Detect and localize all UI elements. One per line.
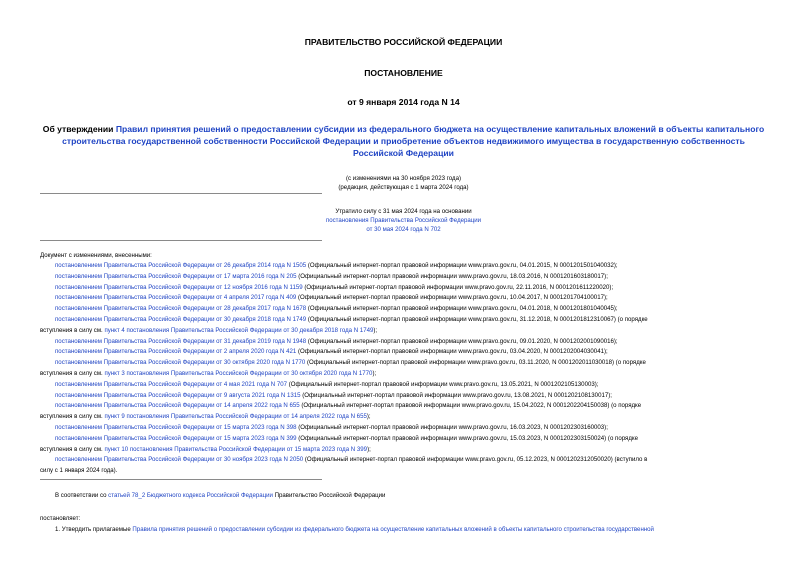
amendment-details: (Официальный интернет-портал правовой информации www.pravo.gov.ru, 04.01.2015, N 0001201501040032); (306, 262, 618, 269)
amendment-line (40, 434, 782, 444)
amendment-details: (Официальный интернет-портал правовой информации www.pravo.gov.ru, 03.04.2020, N 0001202004030041); (296, 348, 608, 356)
amendment-prefix: вступления в силу см. (40, 370, 105, 377)
amendment-line (40, 455, 782, 465)
doc-type-heading: ПОСТАНОВЛЕНИЕ (364, 68, 443, 78)
amendment-line (40, 380, 782, 390)
amendment-link[interactable]: постановлением Правительства Российской Федерации от 15 марта 2023 года N 398 (55, 424, 297, 431)
item-1-prefix: 1. Утвердить прилагаемые (55, 526, 133, 533)
amendment-link[interactable]: постановлением Правительства Российской Федерации от 15 марта 2023 года N 399 (55, 434, 297, 442)
amendment-link[interactable]: постановлением Правительства Российской Федерации от 14 апреля 2022 года N 655 (55, 402, 300, 410)
amendment-line (40, 412, 767, 422)
amendment-details: (Официальный интернет-портал правовой информации www.pravo.gov.ru, 15.03.2023, N 0001202303150024) (о порядке (296, 434, 639, 442)
decree-word: постановляет: (40, 515, 81, 522)
basis-prefix: В соответствии со (55, 492, 109, 499)
amendment-details: (Официальный интернет-портал правовой информации www.pravo.gov.ru, 10.04.2017, N 0001201704100017); (296, 294, 608, 302)
amendment-line (40, 466, 767, 476)
amendment-line (40, 347, 782, 357)
expired-link-2[interactable]: от 30 мая 2024 года N 702 (366, 226, 441, 233)
amendment-link[interactable]: постановлением Правительства Российской Федерации от 30 декабря 2018 года N 1749 (55, 316, 307, 323)
amendment-line (40, 445, 767, 455)
amendment-link[interactable]: постановлением Правительства Российской Федерации от 30 ноября 2023 года N 2050 (55, 456, 304, 464)
government-heading: ПРАВИТЕЛЬСТВО РОССИЙСКОЙ ФЕДЕРАЦИИ (304, 37, 503, 47)
amendment-link[interactable]: постановлением Правительства Российской Федерации от 31 декабря 2019 года N 1948 (55, 337, 307, 345)
amendment-details: ); (373, 326, 378, 334)
amendment-line (40, 293, 782, 303)
amendment-link[interactable]: пункт 10 постановления Правительства Российской Федерации от 15 марта 2023 года N 399 (104, 445, 368, 453)
amendment-link[interactable]: пункт 4 постановления Правительства Российской Федерации от 30 декабря 2018 года N 1749 (104, 326, 374, 334)
amendment-line (40, 326, 767, 336)
amendment-line (40, 315, 782, 325)
expired-notice: Утратило силу с 31 мая 2024 года на основании (335, 208, 472, 215)
amendment-details: (Официальный интернет-портал правовой информации www.pravo.gov.ru, 13.08.2021, N 0001202108130017); (300, 391, 612, 399)
amendment-link[interactable]: постановлением Правительства Российской Федерации от 12 ноября 2016 года N 1159 (55, 283, 303, 291)
amendment-details: (Официальный интернет-портал правовой информации www.pravo.gov.ru, 05.12.2023, N 0001202312050020) (вступило в (303, 456, 648, 464)
amendment-line (40, 304, 782, 314)
legal-basis (40, 491, 782, 501)
amendment-details: (Официальный интернет-портал правовой информации www.pravo.gov.ru, 03.11.2020, N 0001202011030018) (о порядке (305, 359, 646, 367)
amendment-details: ); (367, 445, 371, 453)
amendment-line (40, 337, 782, 347)
amendment-line (40, 261, 782, 271)
amendment-line (40, 423, 782, 433)
amendment-link[interactable]: постановлением Правительства Российской Федерации от 17 марта 2016 года N 205 (55, 272, 297, 280)
budget-code-link[interactable]: статьей 78_2 Бюджетного кодекса Российской Федерации (108, 492, 273, 499)
divider-line (40, 479, 322, 480)
amendment-line (40, 401, 782, 411)
amendment-details: (Официальный интернет-портал правовой информации www.pravo.gov.ru, 16.03.2023, N 0001202303160003); (296, 424, 608, 431)
item-1 (40, 525, 782, 535)
expired-link-1[interactable]: постановления Правительства Российской Федерации (325, 217, 482, 224)
edition-current: (редакция, действующая с 1 марта 2024 года) (338, 184, 469, 191)
amendment-link[interactable]: постановлением Правительства Российской Федерации от 9 августа 2021 года N 1315 (55, 391, 301, 399)
amendment-details: (Официальный интернет-портал правовой информации www.pravo.gov.ru, 15.04.2022, N 0001202204150038) (о порядке (299, 402, 642, 410)
amendment-details: ); (372, 370, 377, 377)
basis-suffix: Правительство Российской Федерации (272, 492, 386, 499)
amendment-details: (Официальный интернет-портал правовой информации www.pravo.gov.ru, 31.12.2018, N 0001201812310067) (о порядке (306, 316, 648, 323)
changes-intro: Документ с изменениями, внесенными: (40, 252, 152, 259)
amendment-details: (Официальный интернет-портал правовой информации www.pravo.gov.ru, 13.05.2021, N 0001202105130003); (287, 380, 599, 388)
amendment-prefix: вступления в силу см. (40, 413, 105, 421)
amendment-link[interactable]: пункт 9 постановления Правительства Российской Федерации от 14 апреля 2022 года N 655 (104, 413, 367, 421)
amendment-link[interactable]: постановлением Правительства Российской Федерации от 26 декабря 2014 года N 1505 (55, 262, 307, 269)
amendment-line (40, 358, 782, 368)
item-1-rules-link[interactable]: Правила принятия решений о предоставлении субсидии из федерального бюджета на осуществление капитальных вложений в объекты капитального строительства государственной (132, 526, 654, 533)
amendment-line (40, 272, 782, 282)
amendment-line (40, 283, 782, 293)
amendment-line (40, 391, 782, 401)
amendment-details: (Официальный интернет-портал правовой информации www.pravo.gov.ru, 18.03.2016, N 0001201603180017); (296, 272, 608, 280)
date-number-heading: от 9 января 2014 года N 14 (347, 97, 460, 107)
divider-line (40, 193, 322, 194)
amendment-details: (Официальный интернет-портал правовой информации www.pravo.gov.ru, 04.01.2018, N 0001201801040045); (306, 305, 618, 313)
title-rules-link[interactable]: Правил принятия решений о предоставлении субсидии из федерального бюджета на осуществление капитальных вложений в объекты капитального строительства государственной собственности Российской Федерации и приобретение объектов недвижимого имущества в государственную собственность Российской Федерации (62, 124, 765, 158)
amendment-prefix: вступления в силу см. (40, 326, 105, 334)
amendment-link[interactable]: постановлением Правительства Российской Федерации от 4 мая 2021 года N 707 (55, 380, 288, 388)
divider-line (40, 240, 322, 241)
amendment-link[interactable]: постановлением Правительства Российской Федерации от 30 октября 2020 года N 1770 (55, 359, 306, 367)
amendment-link[interactable]: постановлением Правительства Российской Федерации от 28 декабря 2017 года N 1678 (55, 305, 307, 313)
amendment-link[interactable]: постановлением Правительства Российской Федерации от 2 апреля 2020 года N 421 (55, 348, 297, 356)
amendment-prefix: силу с 1 января 2024 года). (40, 467, 118, 475)
amendment-line (40, 369, 767, 379)
edition-changes: (с изменениями на 30 ноября 2023 года) (346, 175, 461, 182)
document-title (40, 123, 767, 159)
amendment-details: ); (366, 413, 371, 421)
amendment-link[interactable]: постановлением Правительства Российской Федерации от 4 апреля 2017 года N 409 (55, 294, 297, 302)
title-prefix: Об утверждении (42, 124, 116, 134)
amendment-details: (Официальный интернет-портал правовой информации www.pravo.gov.ru, 22.11.2016, N 0001201611220020); (302, 283, 614, 291)
amendment-link[interactable]: пункт 3 постановления Правительства Российской Федерации от 30 октября 2020 года N 1770 (104, 370, 373, 377)
amendment-prefix: вступления в силу см. (40, 445, 105, 453)
amendment-details: (Официальный интернет-портал правовой информации www.pravo.gov.ru, 09.01.2020, N 0001202001090016); (306, 337, 618, 345)
